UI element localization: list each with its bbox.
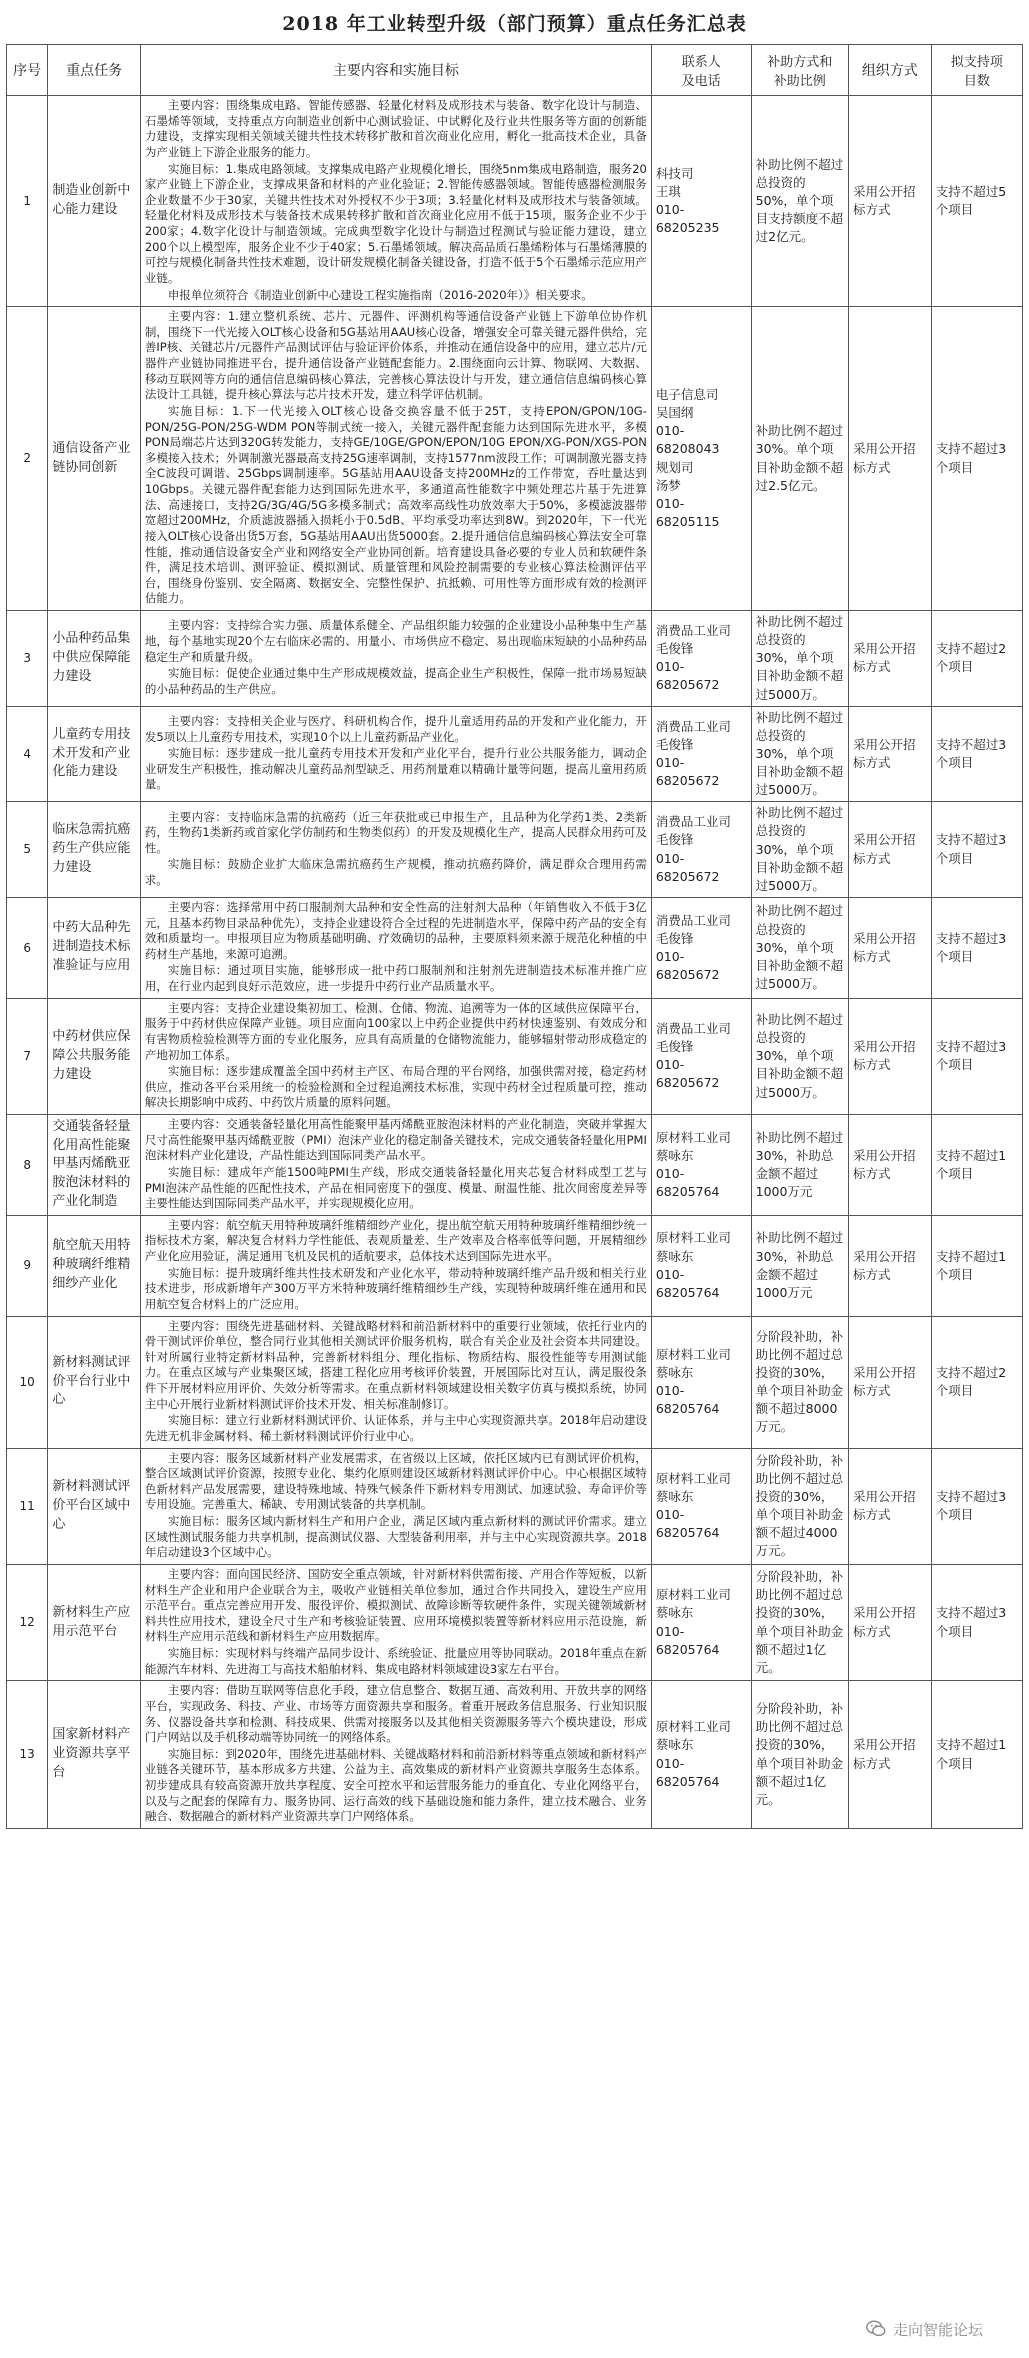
header-seq: 序号 [7,45,48,96]
cell-org: 采用公开招标方式 [848,706,931,802]
cell-count: 支持不超过3个项目 [931,897,1022,998]
content-paragraph: 实施目标：到2020年，围绕先进基础材料、关键战略材料和前沿新材料等重点领域和新材料产业链各关键环节，基本形成多方共建、公益为主、高效集成的新材料产业资源共享服务生态体系。初步建成具有较高资源开放共享程度、安全可控水平和运营服务能力的垂直化、专业化网络平台，以及与之配套的保障有力、服务协同、运行高效的线下基础设施和能力条件，建立技术融合、业务融合、数据融合的新材料产业资源共享门户网络体系。 [144,1746,647,1824]
cell-contact: 原材料工业司 蔡咏东 010-68205764 [651,1564,751,1680]
cell-subsidy: 分阶段补助，补助比例不超过总投资的30%，单个项目补助金额不超过1亿元。 [751,1681,848,1829]
cell-count: 支持不超过3个项目 [931,1564,1022,1680]
content-paragraph: 主要内容：交通装备轻量化用高性能聚甲基丙烯酰亚胺泡沫材料的产业化制造，突破并掌握大尺寸高性能聚甲基丙烯酰亚胺（PMI）泡沫产业化的稳定制备关键技术，完成交通装备轻量化用PMI泡沫材料产业化建设，产品性能达到国际同类产品水平。 [144,1117,647,1163]
cell-org: 采用公开招标方式 [848,1448,931,1564]
cell-subsidy: 分阶段补助，补助比例不超过总投资的30%，单个项目补助金额不超过4000万元。 [751,1448,848,1564]
cell-content [140,307,651,611]
wechat-bubble-icon [865,2318,887,2340]
cell-subsidy: 补助比例不超过30%，补助总金额不超过1000万元 [751,1115,848,1216]
header-task: 重点任务 [48,45,140,96]
cell-subsidy: 补助比例不超过总投资的30%，单个项目补助金额不超过5000万。 [751,998,848,1114]
cell-count: 支持不超过5个项目 [931,96,1022,307]
cell-org: 采用公开招标方式 [848,1316,931,1448]
content-paragraph: 实施目标：鼓励企业扩大临床急需抗癌药生产规模，推动抗癌药降价，满足群众合理用药需求。 [144,857,647,887]
content-paragraph: 实施目标：1.集成电路领域。支撑集成电路产业规模化增长，围绕5nm集成电路制造，服务20家产业链上下游企业，支撑成果备和材料的产业化验证；2.智能传感器领域。智能传感器检测服务企业数量不少于30家，关键共性技术对外授权不少于3项；3.轻量化材料及成形技术与装备领域。轻量化材料及成形技术与装备技术成果转移扩散和首次商业化应用不低于15项，服务企业不少于200家；4.数字化设计与制造领域。完成典型数字化设计与制造过程测试与验证能力建设，建立200个以上模型库，服务企业不少于40家；5.石墨烯领域。解决高品质石墨烯粉体与石墨烯薄膜的可控与规模化制备共性技术难题，设计研发规模化制备关键设备，打造不低于5个石墨烯示范应用产业链。 [144,161,647,285]
cell-seq: 2 [7,307,48,611]
cell-subsidy: 补助比例不超过总投资的30%，单个项目补助金额不超过5000万。 [751,706,848,802]
cell-content [140,998,651,1114]
header-subsidy: 补助方式和 补助比例 [751,45,848,96]
cell-subsidy: 补助比例不超过总投资的30%，单个项目补助金额不超过5000万。 [751,802,848,898]
cell-count: 支持不超过3个项目 [931,706,1022,802]
content-paragraph: 申报单位须符合《制造业创新中心建设工程实施指南（2016-2020年）》相关要求。 [167,287,593,302]
cell-org: 采用公开招标方式 [848,307,931,611]
table-row [7,897,1023,998]
table-row [7,1681,1023,1829]
cell-org: 采用公开招标方式 [848,1564,931,1680]
header-count: 拟支持项 目数 [931,45,1022,96]
cell-contact: 消费品工业司 毛俊锋 010-68205672 [651,897,751,998]
cell-count: 支持不超过3个项目 [931,802,1022,898]
content-paragraph: 实施目标：逐步建成一批儿童药专用技术开发和产业化平台，提升行业公共服务能力，调动企业研发生产积极性，推动解决儿童药品剂型缺乏、用药剂量难以精确计量等问题，提高儿童用药质量。 [144,746,647,792]
cell-subsidy: 补助比例不超过总投资的30%，单个项目补助金额不超过5000万。 [751,611,848,707]
cell-count: 支持不超过1个项目 [931,1115,1022,1216]
cell-content [140,1448,651,1564]
content-paragraph: 主要内容：支持临床急需的抗癌药（近三年获批或已申报生产，且品种为化学药1类、2类新药，生物药1类新药或首家化学仿制药和生物类似药）的开发及规模化生产，提高人民群众用药可及性。 [144,809,647,855]
content-paragraph: 主要内容：支持相关企业与医疗、科研机构合作，提升儿童适用药品的开发和产业化能力，开发5项以上儿童药专用技术，实现10个以上儿童药新品产业化。 [144,713,647,744]
cell-task: 新材料测试评价平台区域中心 [48,1448,140,1564]
table-row [7,307,1023,611]
content-paragraph: 主要内容：围绕先进基础材料、关键战略材料和前沿新材料中的重要行业领域，依托行业内的骨干测试评价单位，整合同行业其他相关测试评价服务机构，联合有关企业及社会资本共同建设。针对所属行业特定新材料品种，完善新材料组分、理化指标、物质结构、服役性能等专用测试能力。在重点区域与产业集聚区域，搭建工程化应用考核评价装置，开展国际比对互认，满足服役条件下开展材料应用评价、失效分析等需求。在重点新材料领域建设相关数字仿真与模拟系统，协同主中心开展行业新材料测试评价技术开发、相关标准制修订。 [144,1318,647,1411]
table-row [7,706,1023,802]
cell-task: 国家新材料产业资源共享平台 [48,1681,140,1829]
cell-count: 支持不超过2个项目 [931,611,1022,707]
cell-org: 采用公开招标方式 [848,1215,931,1316]
cell-seq: 6 [7,897,48,998]
table-row [7,1215,1023,1316]
table-row [7,1316,1023,1448]
watermark [865,2318,983,2340]
cell-subsidy: 分阶段补助，补助比例不超过总投资的30%，单个项目补助金额不超过8000万元。 [751,1316,848,1448]
cell-content [140,706,651,802]
cell-contact: 消费品工业司 毛俊锋 010-68205672 [651,611,751,707]
content-paragraph: 实施目标：逐步建成覆盖全国中药材主产区、布局合理的平台网络，加强供需对接，稳定药材供应，推动各平台采用统一的检验检测和全过程追溯技术标准，实现中药材全过程质量可控，推动解决长期影响中成药、中药饮片质量的原料问题。 [144,1064,647,1110]
header-contact: 联系人 及电话 [651,45,751,96]
content-paragraph: 主要内容：围绕集成电路、智能传感器、轻量化材料及成形技术与装备、数字化设计与制造、石墨烯等领域，支持重点方向制造业创新中心测试验证、中试孵化及行业共性服务等方面的创新能力建设，支撑实现相关领域关键共性技术转移扩散和首次商业化应用，孵化一批高技术企业，具备为产业链上下游企业服务的能力。 [144,98,647,159]
content-paragraph: 实施目标：服务区域内新材料生产和用户企业，满足区域内重点新材料的测试评价需求。建立区域性测试服务能力共享机制，提高测试仪器、大型装备利用率，并与主中心实现资源共享。2018年启动建设3个区域中心。 [144,1514,647,1560]
content-paragraph: 实施目标：实现材料与终端产品同步设计、系统验证、批量应用等协同联动。2018年重点在新能源汽车材料、先进海工与高技术船舶材料、集成电路材料领域建设3家左右平台。 [144,1646,647,1676]
cell-contact: 原材料工业司 蔡咏东 010-68205764 [651,1681,751,1829]
cell-seq: 11 [7,1448,48,1564]
cell-task: 临床急需抗癌药生产供应能力建设 [48,802,140,898]
cell-task: 新材料生产应用示范平台 [48,1564,140,1680]
cell-task: 交通装备轻量化用高性能聚甲基丙烯酰亚胺泡沫材料的产业化制造 [48,1115,140,1216]
cell-count: 支持不超过3个项目 [931,1448,1022,1564]
cell-task: 中药材供应保障公共服务能力建设 [48,998,140,1114]
cell-contact: 消费品工业司 毛俊锋 010-68205672 [651,998,751,1114]
cell-task: 新材料测试评价平台行业中心 [48,1316,140,1448]
content-paragraph: 主要内容：选择常用中药口服制剂大品种和安全性高的注射剂大品种（年销售收入不低于3亿元，且基本药物目录品种优先），支持企业建设符合全过程的先进制造水平，保障中药产品的安全有效和质量均一。申报项目应为物质基础明确、疗效确切的品种，主要原料须来源于规范化种植的中药材生产基地，来源可追溯。 [144,899,647,961]
cell-seq: 3 [7,611,48,707]
cell-content [140,897,651,998]
cell-org: 采用公开招标方式 [848,96,931,307]
cell-task: 通信设备产业链协同创新 [48,307,140,611]
content-paragraph: 实施目标：促使企业通过集中生产形成规模效益，提高企业生产积极性，保障一批市场易短缺的小品种药品的生产供应。 [144,666,647,696]
cell-seq: 9 [7,1215,48,1316]
cell-org: 采用公开招标方式 [848,998,931,1114]
cell-content [140,1115,651,1216]
table-row [7,1564,1023,1680]
table-title: 2018 年工业转型升级（部门预算）重点任务汇总表 [282,12,747,35]
cell-seq: 13 [7,1681,48,1829]
cell-count: 支持不超过2个项目 [931,1316,1022,1448]
watermark-text: 走向智能论坛 [892,2320,983,2339]
cell-seq: 4 [7,706,48,802]
cell-contact: 科技司 王琪 010-68205235 [651,96,751,307]
cell-content [140,1316,651,1448]
cell-task: 航空航天用特种玻璃纤维精细纱产业化 [48,1215,140,1316]
cell-org: 采用公开招标方式 [848,611,931,707]
summary-table [6,44,1023,1829]
cell-subsidy: 补助比例不超过30%。单个项目补助金额不超过2.5亿元。 [751,307,848,611]
cell-seq: 7 [7,998,48,1114]
table-row [7,1448,1023,1564]
cell-seq: 10 [7,1316,48,1448]
cell-contact: 原材料工业司 蔡咏东 010-68205764 [651,1316,751,1448]
cell-content [140,1215,651,1316]
content-paragraph: 实施目标：建成年产能1500吨PMI生产线，形成交通装备轻量化用夹芯复合材料成型工艺与PMI泡沫产品性能的匹配性技术，产品在相同密度下的强度、模量、耐温性能、批次间密度差异等主要性能达到国际同类产品水平，并实现规模化应用。 [144,1164,647,1211]
content-paragraph: 实施目标：建立行业新材料测试评价、认证体系，并与主中心实现资源共享。2018年启动建设先进无机非金属材料、稀土新材料测试评价行业中心。 [144,1413,647,1443]
content-paragraph: 主要内容：支持综合实力强、质量体系健全、产品组织能力较强的企业建设小品种集中生产基地，每个基地实现20个左右临床必需的、用量小、市场供应不稳定、易出现临床短缺的小品种药品稳定生产和质量升级。 [144,618,647,664]
content-paragraph: 实施目标：通过项目实施，能够形成一批中药口服制剂和注射剂先进制造技术标准并推广应用，在行业内起到良好示范效应，进一步提升中药行业产品质量水平。 [144,963,647,993]
header-content: 主要内容和实施目标 [140,45,651,96]
content-paragraph: 主要内容：服务区域新材料产业发展需求，在省级以上区域，依托区域内已有测试评价机构，整合区域测试评价资源，按照专业化、集约化原则建设区域新材料测试评价中心。中心根据区域特色新材料产品发展需要，建设特殊地域、特殊气候条件下新材料专用测试、加速试验、寿命评价等专用设施。完善重大、稀缺、专用测试装备的共享机制。 [144,1450,647,1512]
cell-contact: 原材料工业司 蔡咏东 010-68205764 [651,1115,751,1216]
cell-task: 儿童药专用技术开发和产业化能力建设 [48,706,140,802]
content-paragraph: 实施目标：提升玻璃纤维共性技术研发和产业化水平，带动特种玻璃纤维产品升级和相关行业技术进步，形成新增年产300万平方米特种玻璃纤维精细纱生产线，实现特种玻璃纤维在通用和民用航空复合材料上的广泛应用。 [144,1265,647,1311]
cell-task: 制造业创新中心能力建设 [48,96,140,307]
cell-count: 支持不超过1个项目 [931,1215,1022,1316]
header-org: 组织方式 [848,45,931,96]
cell-org: 采用公开招标方式 [848,1115,931,1216]
cell-contact: 电子信息司 吴国纲 010-68208043 规划司 汤梦 010-68205115 [651,307,751,611]
cell-count: 支持不超过3个项目 [931,307,1022,611]
cell-contact: 原材料工业司 蔡咏东 010-68205764 [651,1215,751,1316]
table-row [7,611,1023,707]
cell-content [140,1564,651,1680]
content-paragraph: 实施目标：1.下一代光接入OLT核心设备交换容量不低于25T，支持EPON/GPON/10G-PON/25G-PON/25G-WDM PON等制式统一接入，关键元器件配套能力达到国际先进水平，多模PON局端芯片达到320G转发能力，支持GE/10GE/GPON/EPON/10G EPON/XG-PON/XGS-PON多模接入技术；外调制激光器最高支持25G速率调制，支持1577nm波段工作；可调制激光器支持全C波段可调谐、25Gbps调制速率。5G基站用AAU设备支持200MHz的工作带宽，吞吐量达到10Gbps。关键元器件配套能力达到国际先进水平，多通道高性能数字中频处理芯片基于先进算法、高速接口，支持2G/3G/4G/5G多模多制式；高效率高线性功放效率大于50%，多模滤波器带宽超过200MHz，介质滤波器插入损耗小于0.5dB、平均承受功率达到8W。到2020年，下一代光接入OLT核心设备出货5万套，5G基站用AAU出货5000套。2.提升通信信息编码核心算法安全可靠性能，推动通信设备安全产业和网络安全产业协同创新。培育建设具备必要的专业人员和软硬件条件，满足技术培训、测评验证、模拟测试、质量管理和风险控制需要的专业核心算法检测评估平台，围绕身份鉴别、安全隔离、数据安全、完整性保护、抗抵赖、可用性等方面形成有效的检测评估能力。 [144,403,647,606]
cell-content [140,1681,651,1829]
content-paragraph: 主要内容：借助互联网等信息化手段，建立信息整合、数据互通、高效利用、开放共享的网络平台，实现政务、科技、产业、市场等方面资源共享和服务。着重开展政务信息服务、行业知识服务、仪器设备共享和检测、科技成果、供需对接服务以及其他相关资源服务等六个模块建设，形成门户网站以及手机移动端等协同统一的网络体系。 [144,1683,647,1745]
cell-task: 中药大品种先进制造技术标准验证与应用 [48,897,140,998]
header-row [7,45,1023,96]
cell-task: 小品种药品集中供应保障能力建设 [48,611,140,707]
cell-org: 采用公开招标方式 [848,802,931,898]
cell-contact: 消费品工业司 毛俊锋 010-68205672 [651,802,751,898]
cell-contact: 原材料工业司 蔡咏东 010-68205764 [651,1448,751,1564]
cell-content [140,802,651,898]
cell-seq: 12 [7,1564,48,1680]
content-paragraph: 主要内容：1.建立整机系统、芯片、元器件、评测机构等通信设备产业链上下游单位协作机制，围绕下一代光接入OLT核心设备和5G基站用AAU核心设备，增强安全可靠关键元器件供给，完善IP核、关键芯片/元器件产品测试评估与验证评价体系，并推动在通信设备中的应用，建立芯片/元器件产业链协同推进平台，提升通信设备产业链配套能力。2.围绕面向云计算、物联网、大数据、移动互联网等方向的通信信息编码核心算法，完善核心算法设计与开发，建立通信信息编码核心算法设计工具链，提升核心算法与芯片技术开发，建立科学评估机制。 [144,309,647,402]
table-row [7,1115,1023,1216]
table-row [7,998,1023,1114]
cell-org: 采用公开招标方式 [848,897,931,998]
cell-subsidy: 补助比例不超过30%，补助总金额不超过1000万元 [751,1215,848,1316]
cell-seq: 5 [7,802,48,898]
content-paragraph: 主要内容：支持企业建设集初加工、检测、仓储、物流、追溯等为一体的区域供应保障平台，服务于中药材供应保障产业链。项目应面向100家以上中药企业提供中药材快速鉴别、有效成分和有害物质检验检测等方面的专业化服务，应具有高质量的仓储物流能力，能够辐射带动形成稳定的产地初加工体系。 [144,1000,647,1062]
cell-seq: 8 [7,1115,48,1216]
cell-seq: 1 [7,96,48,307]
cell-count: 支持不超过1个项目 [931,1681,1022,1829]
cell-org: 采用公开招标方式 [848,1681,931,1829]
table-row [7,96,1023,307]
table-row [7,802,1023,898]
content-paragraph: 主要内容：面向国民经济、国防安全重点领域，针对新材料供需衔接、产用合作等短板，以新材料生产企业和用户企业联合为主，吸收产业链相关单位参加，通过合作共同投入，建设生产应用示范平台。重点完善应用开发、服役评价、模拟测试、故障诊断等软硬件条件，实现关键领域新材料共性应用技术，建设全尺寸生产和考核验证装置、应用环境模拟装置等新材料应用示范设施，新材料生产应用示范线和新材料生产应用数据库。 [144,1566,647,1644]
cell-subsidy: 补助比例不超过总投资的30%，单个项目补助金额不超过5000万。 [751,897,848,998]
cell-content [140,96,651,307]
cell-subsidy: 分阶段补助，补助比例不超过总投资的30%，单个项目补助金额不超过1亿元。 [751,1564,848,1680]
cell-contact: 消费品工业司 毛俊锋 010-68205672 [651,706,751,802]
cell-content [140,611,651,707]
cell-subsidy: 补助比例不超过总投资的50%，单个项目支持额度不超过2亿元。 [751,96,848,307]
content-paragraph: 主要内容：航空航天用特种玻璃纤维精细纱产业化，提出航空航天用特种玻璃纤维精细纱统一指标技术方案，解决复合材料力学性能低、表观质量差、生产效率及合格率低等问题，开展精细纱产业化应用验证，满足通用飞机及民机的适航要求，总体技术达到国际先进水平。 [144,1217,647,1263]
cell-count: 支持不超过3个项目 [931,998,1022,1114]
